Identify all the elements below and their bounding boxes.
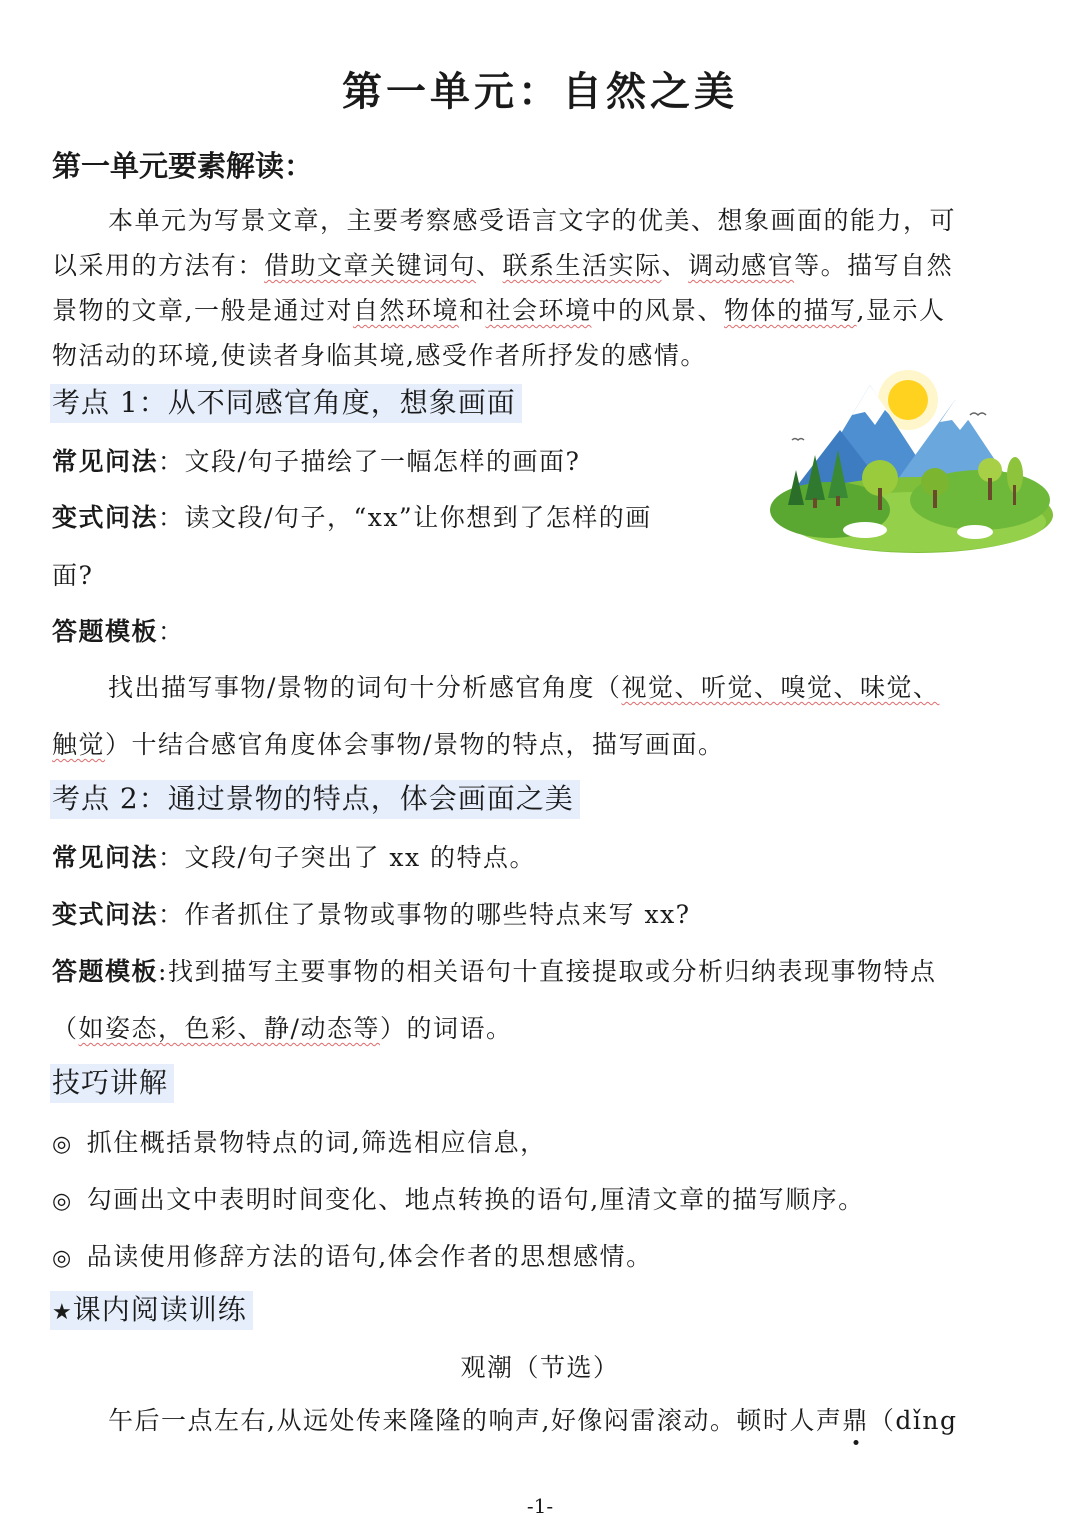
text-span: ,显示人 (856, 296, 946, 325)
landscape-illustration (770, 370, 1060, 555)
reading-heading (50, 1288, 253, 1328)
label: 答题模板 (52, 617, 159, 646)
point1-variant-question (52, 498, 652, 534)
text-span: 午后一点左右,从远处传来隆隆的响声,好像闷雷滚动。顿时人声 (108, 1406, 843, 1435)
key-phrase: 视觉、听觉、嗅觉、味觉、 (621, 673, 940, 702)
skill-item (52, 1180, 865, 1216)
page-title: 第一单元：自然之美 (342, 68, 738, 115)
intro-line-4: 物活动的环境,使读者身临其境,感受作者所抒发的感情。 (52, 341, 707, 370)
skill-item (52, 1237, 653, 1273)
point1-variant-question-cont: 面? (52, 561, 94, 590)
key-phrase: 触觉 (52, 730, 106, 759)
text-span: 中的风景、 (591, 296, 725, 325)
page-number: -1- (526, 1494, 554, 1518)
section-highlight (50, 1291, 253, 1330)
point2-heading (50, 777, 580, 817)
label: 常见问法 (52, 447, 159, 476)
key-phrase: 借助文章关键词句 (264, 251, 477, 280)
label: 答题模板 (52, 957, 159, 986)
label: 变式问法 (52, 503, 159, 532)
point1-common-question (52, 442, 580, 478)
point1-template-line-1 (108, 668, 939, 704)
passage-line-1 (108, 1401, 958, 1437)
section-highlight: 技巧讲解 (50, 1064, 174, 1103)
label: 变式问法 (52, 900, 159, 929)
text-span: （dǐng (868, 1406, 958, 1435)
text-span: 抓住概括景物特点的词,筛选相应信息， (86, 1128, 547, 1157)
text-span: 以采用的方法有： (52, 251, 265, 280)
text-span: 找出描写事物/景物的词句十分析感官角度（ (108, 673, 622, 702)
point1-template-label (52, 612, 185, 648)
skill-item (52, 1123, 547, 1159)
point1-template-line-2 (52, 725, 724, 761)
point2-variant-question (52, 895, 691, 931)
point2-template-line-2 (52, 1009, 512, 1045)
intro-heading: 第一单元要素解读： (52, 149, 314, 183)
text-span: （ (52, 1014, 79, 1043)
point2-template (52, 952, 936, 988)
bullet-icon: ◎ (52, 1189, 73, 1214)
text-span: 、 (476, 251, 503, 280)
text-span: ：文段/句子描绘了一幅怎样的画面? (158, 447, 581, 476)
intro-line-2 (52, 246, 953, 282)
text-span: 景物的文章,一般是通过对 (52, 296, 353, 325)
section-highlight: 考点 1：从不同感官角度，想象画面 (50, 384, 522, 423)
emphasis-char: 鼎 (842, 1406, 869, 1435)
text-span: 和 (458, 296, 486, 325)
text-span: ： (158, 617, 185, 646)
text-span: ：文段/句子突出了 xx 的特点。 (158, 843, 537, 872)
bullet-icon: ◎ (52, 1132, 73, 1157)
point1-heading (50, 381, 522, 421)
point2-common-question (52, 838, 536, 874)
key-phrase: 自然环境 (352, 296, 459, 325)
bullet-icon: ◎ (52, 1246, 73, 1271)
key-phrase: 联系生活实际 (502, 251, 662, 280)
intro-line-1: 本单元为写景文章，主要考察感受语言文字的优美、想象画面的能力，可 (108, 206, 957, 235)
passage-title: 观潮（节选） (460, 1353, 620, 1382)
text-span: ：读文段/句子，“xx”让你想到了怎样的画 (158, 503, 652, 532)
key-phrase: 社会环境 (485, 296, 592, 325)
intro-line-3 (52, 291, 945, 327)
section-highlight: 考点 2：通过景物的特点，体会画面之美 (50, 780, 580, 819)
star-icon: ★ (52, 1300, 73, 1325)
text-span: ：作者抓住了景物或事物的哪些特点来写 xx? (158, 900, 691, 929)
key-phrase: 调动感官 (688, 251, 795, 280)
text-span: 课内阅读训练 (72, 1293, 247, 1326)
text-span: ）十结合感官角度体会事物/景物的特点，描写画面。 (105, 730, 725, 759)
text-span: 、 (661, 251, 689, 280)
text-span: ）的词语。 (379, 1014, 513, 1043)
text-span: 等。描写自然 (794, 251, 954, 280)
text-span: :找到描写主要事物的相关语句十直接提取或分析归纳表现事物特点 (158, 957, 937, 986)
skills-heading (50, 1061, 174, 1101)
text-span: 品读使用修辞方法的语句,体会作者的思想感情。 (86, 1242, 653, 1271)
label: 常见问法 (52, 843, 159, 872)
key-phrase: 物体的描写 (724, 296, 857, 325)
key-phrase: 如姿态，色彩、静/动态等 (78, 1014, 380, 1043)
mountain-landscape-icon (770, 370, 1060, 555)
text-span: 勾画出文中表明时间变化、地点转换的语句,厘清文章的描写顺序。 (86, 1185, 865, 1214)
